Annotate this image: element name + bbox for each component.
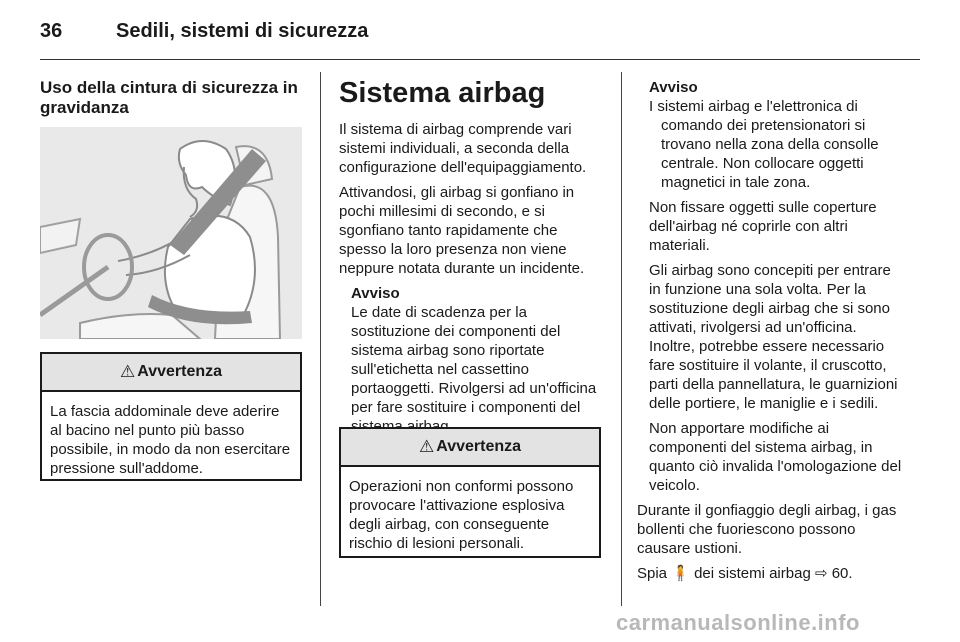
watermark: carmanualsonline.info: [616, 610, 860, 635]
note-paragraph-modifications: Non apportare modifiche ai componenti del sistema airbag, in quanto ciò invalida l'omologazione del veicolo.: [649, 420, 902, 494]
airbag-warning-lamp-icon: 🧍: [671, 565, 690, 582]
warning-text: Operazioni non conformi possono provocare l'attivazione esplosiva degli airbag, con conseguente rischio di lesioni personali.: [349, 478, 574, 552]
column-divider-1: [320, 72, 321, 606]
airbag-care-note: [637, 78, 902, 495]
airbag-inflation-paragraph: Attivandosi, gli airbag si gonfiano in pochi millesimi di secondo, e si sgonfiano tanto rapidamente che spesso la loro presenza non viene neppure notata durante un incidente.: [339, 184, 585, 277]
warning-title: Avvertenza: [137, 363, 223, 380]
header-rule: [40, 59, 920, 60]
page-number: 36: [40, 20, 63, 42]
pregnancy-warning-box: [40, 352, 302, 481]
warning-triangle-icon: ⚠: [418, 437, 435, 456]
left-column: [40, 78, 302, 118]
column-divider-2: [621, 72, 622, 606]
chapter-title: Sedili, sistemi di sicurezza: [116, 20, 369, 42]
note-paragraph-electronics: I sistemi airbag e l'elettronica di comando dei pretensionatori si trovano nella zona della consolle centrale. Non collocare oggetti magnetici in tale zona.: [649, 98, 879, 191]
lamp-ref-text-before: Spia: [637, 565, 668, 582]
right-column: [637, 78, 902, 589]
note-text: Le date di scadenza per la sostituzione dei componenti del sistema airbag sono riportate sull'etichetta nel cassettino portaoggetti. Rivolgersi ad un'officina per fare sostituire i componenti del: [351, 304, 597, 416]
note-title: Avviso: [351, 285, 400, 302]
airbag-system-heading: Sistema airbag: [339, 77, 546, 109]
note-paragraph-single-use: Gli airbag sono concepiti per entrare in funzione una sola volta. Per la sostituzione degli airbag che si sono attivati, rivolgersi ad un'officina. Inoltre, potrebbe essere necessario fare sostituire il volante, il cruscotto, parti della pannellatura, le guarnizioni delle portiere, le maniglie e i sedili.: [649, 262, 898, 412]
note-title: Avviso: [649, 79, 698, 96]
expiry-note: [339, 284, 601, 436]
airbag-warning-box: [339, 427, 601, 558]
note-paragraph-covers: Non fissare oggetti sulle coperture dell'airbag né coprirle con altri materiali.: [649, 199, 877, 254]
warning-title: Avvertenza: [436, 438, 522, 455]
warning-triangle-icon: ⚠: [119, 362, 136, 381]
pregnant-seatbelt-illustration: [40, 127, 302, 339]
warning-header: [341, 429, 599, 467]
hot-gas-paragraph: Durante il gonfiaggio degli airbag, i gas bollenti che fuoriescono possono causare ustioni.: [637, 502, 897, 557]
middle-column: [339, 76, 601, 442]
airbag-lamp-reference: [637, 564, 902, 583]
page-reference-arrow-icon: ⇨: [814, 565, 828, 582]
pregnancy-seatbelt-heading: Uso della cintura di sicurezza in gravidanza: [40, 78, 298, 117]
warning-text: La fascia addominale deve aderire al bacino nel punto più basso possibile, in modo da non esercitare pressione sull'addome.: [50, 403, 291, 477]
warning-header: [42, 354, 300, 392]
lamp-ref-page: 60.: [831, 565, 853, 582]
airbag-intro-paragraph: Il sistema di airbag comprende vari sistemi individuali, a seconda della configurazione dell'equipaggiamento.: [339, 121, 587, 176]
lamp-ref-text-after: dei sistemi airbag: [694, 565, 811, 582]
page-header: [40, 16, 920, 56]
illustration-svg: [40, 127, 302, 339]
